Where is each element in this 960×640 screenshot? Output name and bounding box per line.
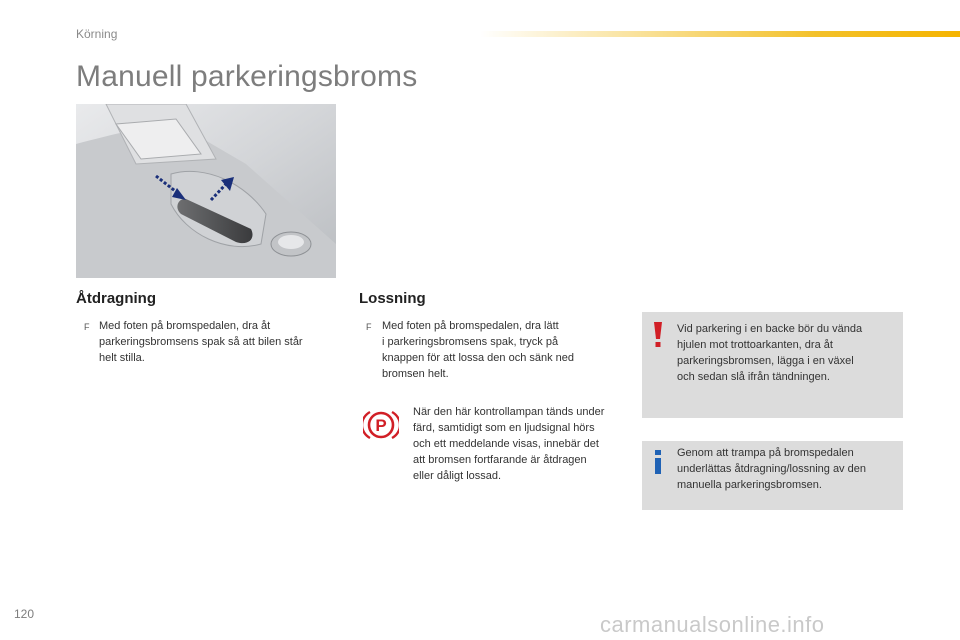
warning-lamp-text bbox=[413, 404, 604, 484]
warning-lamp-line: att bromsen fortfarande är åtdragen bbox=[413, 454, 587, 466]
info-box-line: manuella parkeringsbromsen. bbox=[677, 479, 822, 491]
atdragning-bullet: F bbox=[84, 322, 90, 332]
info-box-line: Genom att trampa på bromspedalen bbox=[677, 447, 854, 459]
warning-box-line: och sedan slå ifrån tändningen. bbox=[677, 371, 830, 383]
warning-box-line: hjulen mot trottoarkanten, dra åt bbox=[677, 339, 833, 351]
lossning-heading: Lossning bbox=[359, 290, 426, 307]
lossning-line: i parkeringsbromsens spak, tryck på bbox=[382, 336, 559, 348]
section-label: Körning bbox=[76, 27, 118, 41]
info-box-text bbox=[677, 445, 866, 493]
lossning-line: bromsen helt. bbox=[382, 368, 449, 380]
lossning-line: Med foten på bromspedalen, dra lätt bbox=[382, 320, 559, 332]
lossning-line: knappen för att lossa den och sänk ned bbox=[382, 352, 575, 364]
warning-box-line: parkeringsbromsen, lägga i en växel bbox=[677, 355, 854, 367]
atdragning-text bbox=[99, 318, 303, 366]
handbrake-illustration bbox=[76, 104, 336, 278]
svg-text:P: P bbox=[375, 416, 387, 435]
warning-lamp-line: och ett meddelande visas, innebär det bbox=[413, 438, 599, 450]
info-box-line: underlättas åtdragning/lossning av den bbox=[677, 463, 866, 475]
header-accent-bar bbox=[480, 31, 960, 37]
warning-lamp-line: eller dåligt lossad. bbox=[413, 470, 502, 482]
atdragning-line: helt stilla. bbox=[99, 352, 145, 364]
info-icon bbox=[653, 450, 663, 474]
warning-lamp-line: färd, samtidigt som en ljudsignal hörs bbox=[413, 422, 595, 434]
watermark: carmanualsonline.info bbox=[600, 612, 825, 637]
warning-box-line: Vid parkering i en backe bör du vända bbox=[677, 323, 863, 335]
info-box bbox=[642, 441, 903, 510]
exclamation-icon bbox=[652, 322, 664, 348]
warning-lamp-line: När den här kontrollampan tänds under bbox=[413, 406, 605, 418]
atdragning-line: parkeringsbromsens spak så att bilen står bbox=[99, 336, 303, 348]
page-number: 120 bbox=[14, 607, 35, 621]
atdragning-line: Med foten på bromspedalen, dra åt bbox=[99, 320, 271, 332]
lossning-bullet: F bbox=[366, 322, 372, 332]
page-title: Manuell parkeringsbroms bbox=[76, 60, 418, 93]
lossning-text bbox=[382, 318, 574, 382]
warning-box-text bbox=[677, 321, 862, 385]
atdragning-heading: Åtdragning bbox=[76, 290, 156, 307]
parking-brake-warning-icon bbox=[363, 408, 399, 442]
warning-box bbox=[642, 312, 903, 418]
